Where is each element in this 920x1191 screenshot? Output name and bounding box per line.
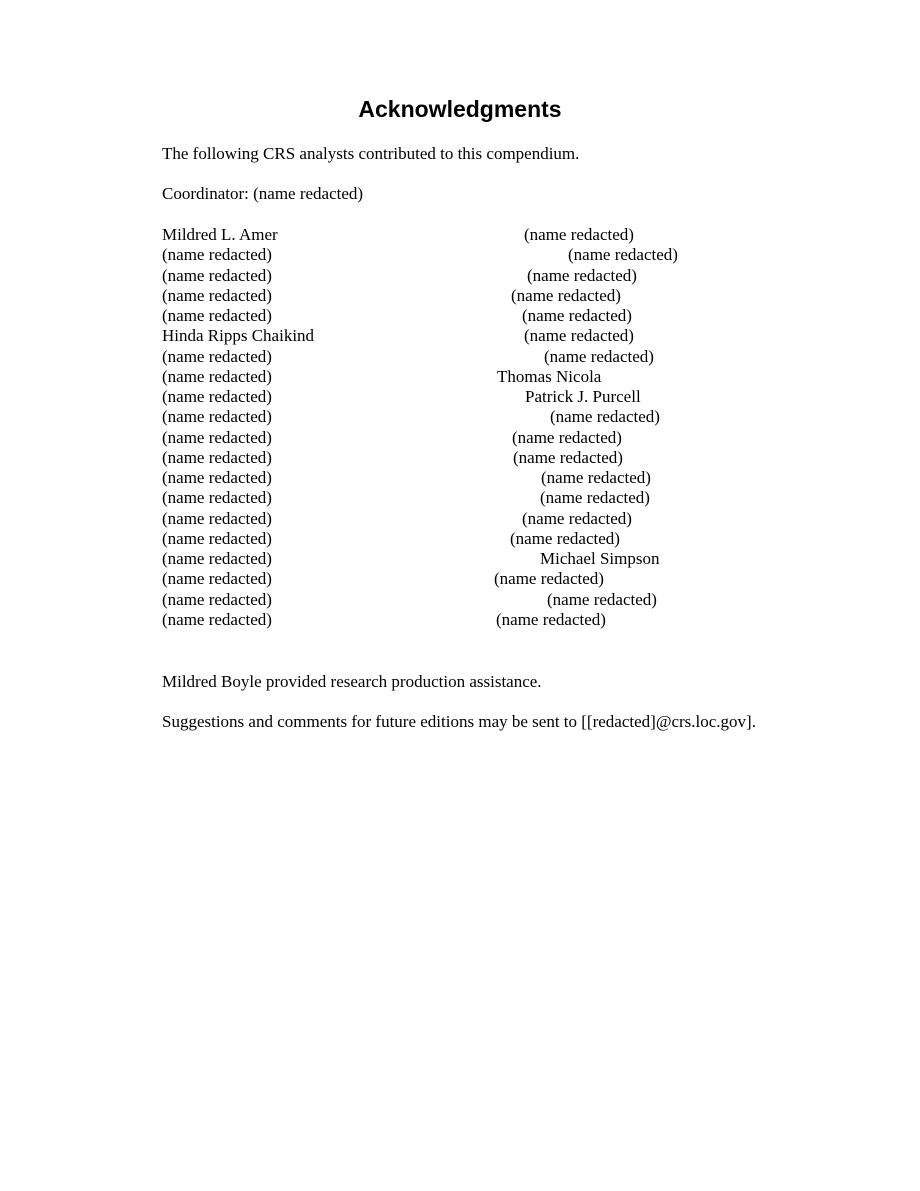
contributor-name-left: (name redacted)	[162, 285, 272, 305]
contributor-name-left: (name redacted)	[162, 265, 272, 285]
contributor-name-right: (name redacted)	[510, 528, 620, 548]
contributor-name-right: (name redacted)	[512, 427, 622, 447]
contributor-name-left: Hinda Ripps Chaikind	[162, 326, 315, 346]
contributor-row	[162, 549, 802, 569]
contributor-name-right: Thomas Nicola	[497, 366, 602, 386]
contributor-row	[162, 326, 802, 346]
contributor-name-left: (name redacted)	[162, 387, 272, 406]
contributor-name-right: (name redacted)	[541, 468, 651, 487]
contributor-row	[162, 387, 802, 407]
contributor-row	[162, 529, 802, 549]
contributor-name-left: Mildred L. Amer	[162, 225, 278, 244]
contributor-name-right: (name redacted)	[494, 569, 604, 589]
contributor-row	[162, 488, 802, 508]
contributor-name-right: (name redacted)	[544, 346, 654, 366]
contributor-name-right: (name redacted)	[522, 508, 632, 528]
contributor-name-right: (name redacted)	[550, 407, 660, 427]
contributor-name-right: Patrick J. Purcell	[525, 387, 641, 406]
contributor-row	[162, 509, 802, 529]
contributor-name-left: (name redacted)	[162, 366, 272, 386]
contributor-row	[162, 266, 802, 286]
contributor-row	[162, 569, 802, 589]
contributor-name-left: (name redacted)	[162, 609, 272, 629]
contributor-name-right: (name redacted)	[513, 447, 623, 467]
contributor-name-right: (name redacted)	[540, 488, 650, 508]
page-title: Acknowledgments	[358, 96, 562, 122]
assistance-paragraph: Mildred Boyle provided research production assistance.	[162, 672, 542, 691]
contributor-row	[162, 286, 802, 306]
contributor-name-right: (name redacted)	[527, 265, 637, 285]
contributor-row	[162, 448, 802, 468]
contributor-name-right: (name redacted)	[568, 245, 678, 265]
coordinator-line: Coordinator: (name redacted)	[162, 184, 364, 203]
contributor-row	[162, 590, 802, 610]
contributor-row	[162, 367, 802, 387]
contributor-name-left: (name redacted)	[162, 488, 272, 508]
contributor-name-left: (name redacted)	[162, 528, 272, 548]
contributor-name-right: (name redacted)	[524, 225, 634, 244]
contributor-name-left: (name redacted)	[162, 427, 272, 447]
contributor-name-right: (name redacted)	[522, 306, 632, 325]
contributor-name-left: (name redacted)	[162, 346, 272, 366]
contributor-name-left: (name redacted)	[162, 245, 272, 265]
contributor-name-right: Michael Simpson	[540, 549, 660, 568]
contributor-row	[162, 407, 802, 427]
contributor-name-left: (name redacted)	[162, 589, 272, 609]
contributor-row	[162, 245, 802, 265]
contributor-row	[162, 225, 802, 245]
contributor-name-left: (name redacted)	[162, 447, 272, 467]
contributor-row	[162, 468, 802, 488]
contributor-name-left: (name redacted)	[162, 407, 272, 427]
contributor-name-right: (name redacted)	[524, 326, 634, 346]
contributor-row	[162, 428, 802, 448]
contributor-row	[162, 610, 802, 630]
contributor-name-left: (name redacted)	[162, 508, 272, 528]
suggestions-paragraph: Suggestions and comments for future editions may be sent to [[redacted]@crs.loc.gov].	[162, 712, 756, 731]
intro-paragraph: The following CRS analysts contributed to this compendium.	[162, 144, 580, 163]
contributor-name-left: (name redacted)	[162, 306, 272, 325]
contributor-name-right: (name redacted)	[511, 285, 621, 305]
contributor-name-right: (name redacted)	[496, 609, 606, 629]
contributor-list	[162, 225, 802, 630]
contributor-name-left: (name redacted)	[162, 468, 272, 487]
contributor-row	[162, 306, 802, 326]
contributor-row	[162, 347, 802, 367]
contributor-name-left: (name redacted)	[162, 549, 272, 568]
contributor-name-right: (name redacted)	[547, 589, 657, 609]
contributor-name-left: (name redacted)	[162, 569, 272, 589]
